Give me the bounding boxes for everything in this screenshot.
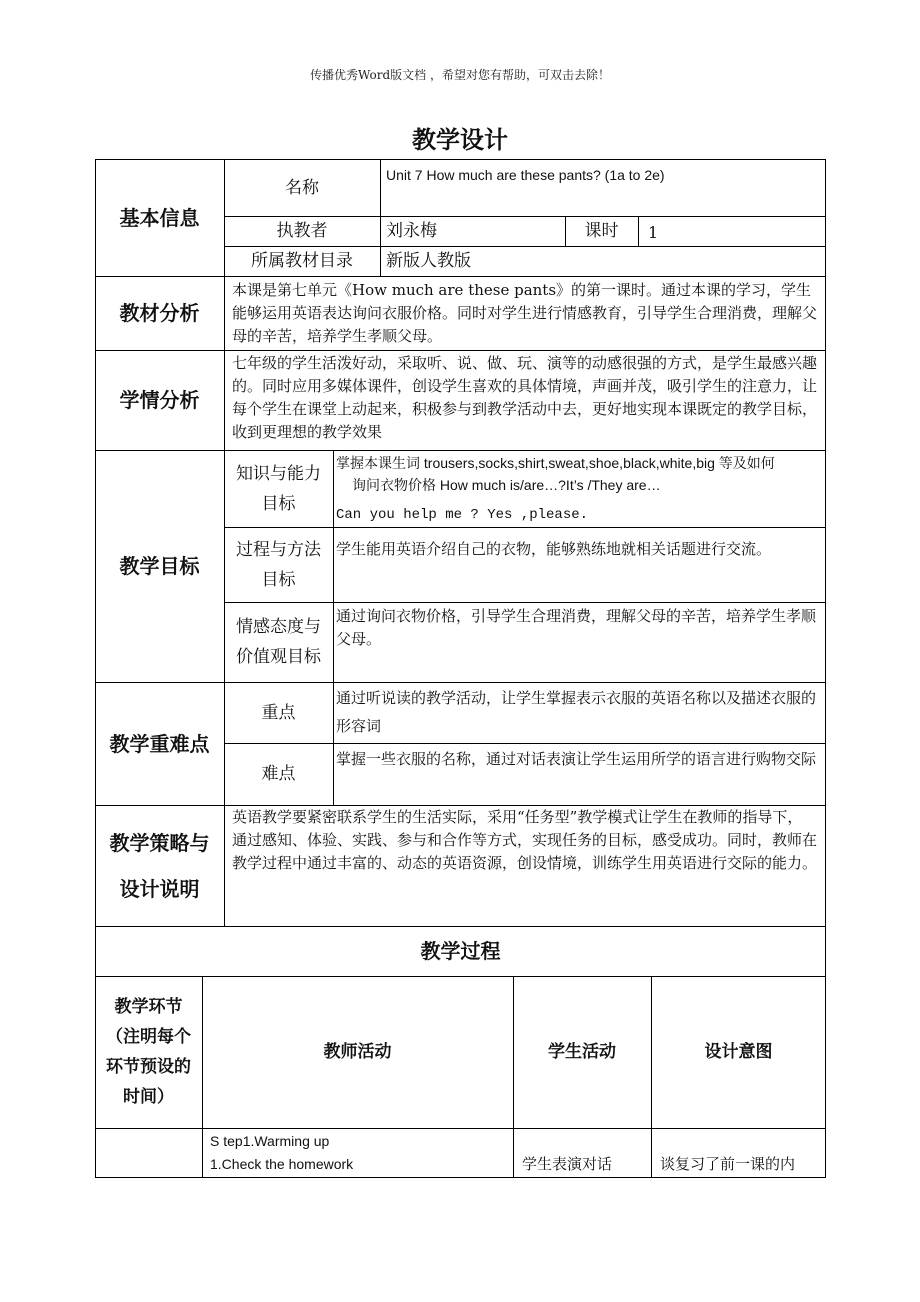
difficult-point-text: 掌握一些衣服的名称，通过对话表演让学生运用所学的语言进行购物交际 xyxy=(336,750,817,768)
strategy-label-line1: 教学策略与 xyxy=(109,830,210,855)
col-stage-header: 教学环节（注明每个环节预设的时间） xyxy=(106,997,191,1107)
process-title: 教学过程 xyxy=(420,939,501,963)
teacher-label: 执教者 xyxy=(276,221,328,241)
knowledge-line3: Can you help me ? Yes ,please. xyxy=(336,507,589,523)
emotion-label-line1: 情感态度与 xyxy=(236,617,321,637)
knowledge-label-line1: 知识与能力 xyxy=(236,463,321,484)
textbook-value: 新版人教版 xyxy=(386,251,471,271)
textbook-label: 所属教材目录 xyxy=(251,251,353,271)
emotion-goal-text: 通过询问衣物价格，引导学生合理消费，理解父母的辛苦，培养学生孝顺父母。 xyxy=(336,607,817,648)
knowledge-label-line2: 目标 xyxy=(261,493,296,514)
process-goal-label xyxy=(224,527,333,602)
section-strategy xyxy=(95,805,224,926)
students-text: 七年级的学生活泼好动，采取听、说、做、玩、演等的动感很强的方式，是学生最感兴趣的。同时应用多媒体课件，创设学生喜欢的具体情境，声画并茂，吸引学生的注意力，让每个学生在课堂上动起来，积极参与到教学活动中去，更好地实现本课既定的教学目标，收到更理想的教学效果 xyxy=(232,354,818,441)
col-intent-header: 设计意图 xyxy=(704,1042,773,1062)
period-value: 1 xyxy=(648,223,659,242)
header-note: 传播优秀Word版文档 ，希望对您有帮助，可双击去除！ xyxy=(310,68,610,82)
strategy-text-part1: 英语教学要紧密联系学生的生活实际，采用“任务型”教学模式让学生在教师的指导下， xyxy=(232,808,803,826)
section-key-points: 教学重难点 xyxy=(109,731,210,756)
section-material-analysis: 教材分析 xyxy=(119,301,200,325)
knowledge-line1: 掌握本课生词 trousers,socks,shirt,sweat,shoe,black,white,big 等及如何 xyxy=(336,455,775,471)
row1-teacher-activity xyxy=(210,1130,510,1176)
knowledge-goal-label xyxy=(224,450,333,527)
key-point-text: 通过听说读的教学活动，让学生掌握表示衣服的英语名称以及描述衣服的形容词 xyxy=(336,689,817,735)
process-label-line2: 目标 xyxy=(261,569,296,590)
name-label: 名称 xyxy=(285,177,319,198)
emotion-label-line2: 价值观目标 xyxy=(236,647,321,667)
col-student-header: 学生活动 xyxy=(548,1042,616,1062)
key-point-label: 重点 xyxy=(261,702,296,723)
process-label-line1: 过程与方法 xyxy=(236,539,321,560)
strategy-text-part2: 通过感知、体验、实践、参与和合作等方式，实现任务的目标，感受成功。同时，教师在教学过程中通过丰富的、动态的英语资源，创设情境，训练学生用英语进行交际的能力。 xyxy=(232,831,818,872)
section-teaching-goals: 教学目标 xyxy=(119,554,200,578)
section-student-analysis: 学情分析 xyxy=(119,388,200,412)
col-teacher-header: 教师活动 xyxy=(323,1042,392,1062)
strategy-text xyxy=(232,806,820,924)
name-value: Unit 7 How much are these pants? (1a to 2e) xyxy=(386,167,665,183)
teacher-value: 刘永梅 xyxy=(386,221,437,241)
process-goal-text: 学生能用英语介绍自己的衣物，能够熟练地就相关话题进行交流。 xyxy=(336,540,772,558)
document-title: 教学设计 xyxy=(412,126,508,154)
emotion-goal-label xyxy=(224,602,333,682)
row1-teacher-line1: S tep1.Warming up xyxy=(210,1133,330,1149)
material-text: 本课是第七单元《How much are these pants》的第一课时。通过本课的学习，学生能够运用英语表达询问衣服价格。同时对学生进行情感教育，引导学生合理消费，理解父母的辛苦，培养学生孝顺父母。 xyxy=(232,281,818,345)
knowledge-line2: 询问衣物价格 How much is/are…?It’s /They are… xyxy=(352,477,661,493)
row1-design-intent: 谈复习了前一课的内 xyxy=(660,1155,796,1173)
row1-teacher-line2: 1.Check the homework xyxy=(210,1156,354,1172)
section-basic-info: 基本信息 xyxy=(119,205,200,230)
difficult-point-label: 难点 xyxy=(261,764,296,784)
period-label: 课时 xyxy=(584,221,619,241)
knowledge-goal-text xyxy=(336,452,824,526)
row1-student-activity: 学生表演对话 xyxy=(522,1155,613,1173)
strategy-label-line2: 设计说明 xyxy=(119,876,200,901)
